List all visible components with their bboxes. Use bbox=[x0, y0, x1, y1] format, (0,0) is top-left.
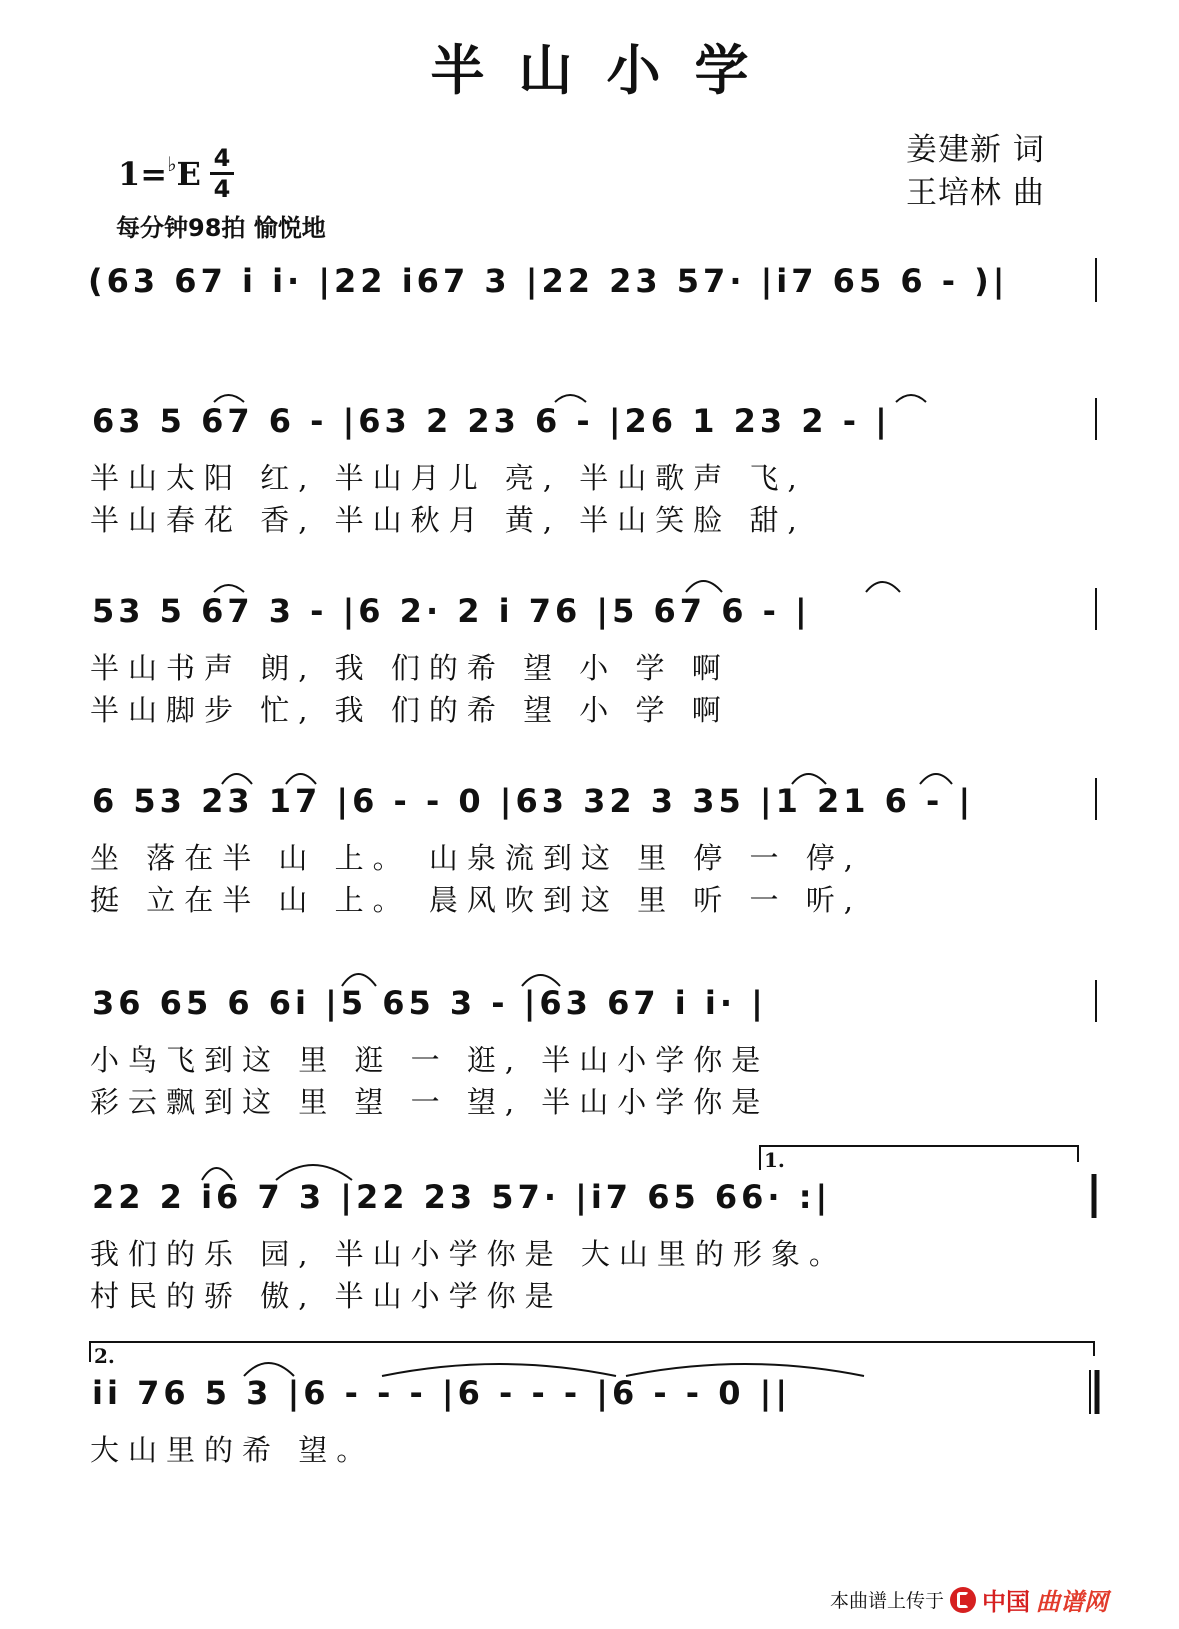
lyric-row-3-verse-2: 挺 立在半 山 上。 晨风吹到这 里 听 一 听, bbox=[90, 883, 862, 917]
tempo-marking: 每分钟98拍 愉悦地 bbox=[116, 214, 326, 242]
page-title: 半山小学 bbox=[430, 38, 783, 102]
lyricist-credit: 姜建新 词 bbox=[906, 132, 1045, 168]
lyric-row-6-verse-1: 大山里的希 望。 bbox=[90, 1433, 375, 1467]
brand-name-site: 曲谱网 bbox=[1036, 1588, 1109, 1616]
slur bbox=[222, 774, 252, 784]
footer bbox=[830, 1582, 1108, 1617]
notation-row-3: 6 53 23 17 |6 - - 0 |63 32 3 35 |1 21 6 - | bbox=[92, 782, 975, 820]
lyric-row-5-verse-2: 村民的骄 傲, 半山小学你是 bbox=[90, 1279, 563, 1313]
volta-2-bracket bbox=[90, 1342, 1094, 1362]
slur bbox=[792, 774, 826, 784]
lyric-row-3-verse-1: 坐 落在半 山 上。 山泉流到这 里 停 一 停, bbox=[90, 841, 862, 875]
lyric-row-1-verse-1: 半山太阳 红, 半山月儿 亮, 半山歌声 飞, bbox=[90, 461, 806, 495]
flat-sign: ♭ bbox=[167, 152, 177, 176]
time-signature-top: 4 bbox=[213, 144, 231, 172]
notation-row-5: 22 2 i6 7 3 |22 23 57· |i7 65 66· :| bbox=[92, 1178, 832, 1216]
volta-2-label: 2. bbox=[94, 1344, 115, 1368]
slur bbox=[276, 1165, 352, 1180]
lyric-row-4-verse-2: 彩云飘到这 里 望 一 望, 半山小学你是 bbox=[90, 1085, 770, 1119]
volta-1-label: 1. bbox=[764, 1148, 785, 1172]
footer-upload-text: 本曲谱上传于 bbox=[830, 1590, 945, 1612]
lyric-row-2-verse-2: 半山脚步 忙, 我 们的希 望 小 学 啊 bbox=[90, 693, 730, 727]
notation-row-4: 36 65 6 6i |5 65 3 - |63 67 i i· | bbox=[92, 984, 767, 1022]
tie bbox=[382, 1364, 616, 1376]
notation-row-6: ii 76 5 3 |6 - - - |6 - - - |6 - - 0 || bbox=[92, 1374, 791, 1412]
key-note: E bbox=[176, 155, 201, 193]
lyric-row-2-verse-1: 半山书声 朗, 我 们的希 望 小 学 啊 bbox=[90, 651, 730, 685]
slur bbox=[522, 975, 560, 986]
slur bbox=[866, 582, 900, 592]
slur-group bbox=[202, 395, 952, 1376]
lyric-row-4-verse-1: 小鸟飞到这 里 逛 一 逛, 半山小学你是 bbox=[90, 1043, 770, 1077]
composer-credit: 王培林 曲 bbox=[906, 175, 1045, 211]
tie bbox=[626, 1364, 864, 1376]
notation-row-intro: (63 67 i i· |22 i67 3 |22 23 57· |i7 65 6 - )| bbox=[88, 262, 1009, 300]
notation-row-1: 63 5 67 6 - |63 2 23 6 - |26 1 23 2 - | bbox=[92, 402, 891, 440]
lyric-row-1-verse-2: 半山春花 香, 半山秋月 黄, 半山笑脸 甜, bbox=[90, 503, 806, 537]
barline-group bbox=[1090, 258, 1097, 1414]
slur bbox=[555, 395, 586, 402]
brand-name-cn: 中国 bbox=[982, 1588, 1031, 1616]
slur bbox=[214, 395, 244, 402]
slur bbox=[202, 1168, 232, 1180]
slur bbox=[286, 774, 316, 784]
slur bbox=[214, 585, 244, 592]
volta-1-bracket bbox=[760, 1146, 1078, 1170]
slur bbox=[342, 974, 376, 986]
slur bbox=[920, 774, 952, 784]
notation-row-2: 53 5 67 3 - |6 2· 2 i 76 |5 67 6 - | bbox=[92, 592, 811, 630]
lyric-row-5-verse-1: 我们的乐 园, 半山小学你是 大山里的形象。 bbox=[90, 1237, 847, 1271]
slur bbox=[896, 395, 926, 402]
key-prefix: 1= bbox=[118, 155, 168, 193]
slur bbox=[686, 581, 722, 592]
slur bbox=[244, 1363, 294, 1376]
logo-icon bbox=[950, 1587, 976, 1613]
time-signature-bottom: 4 bbox=[213, 175, 231, 203]
